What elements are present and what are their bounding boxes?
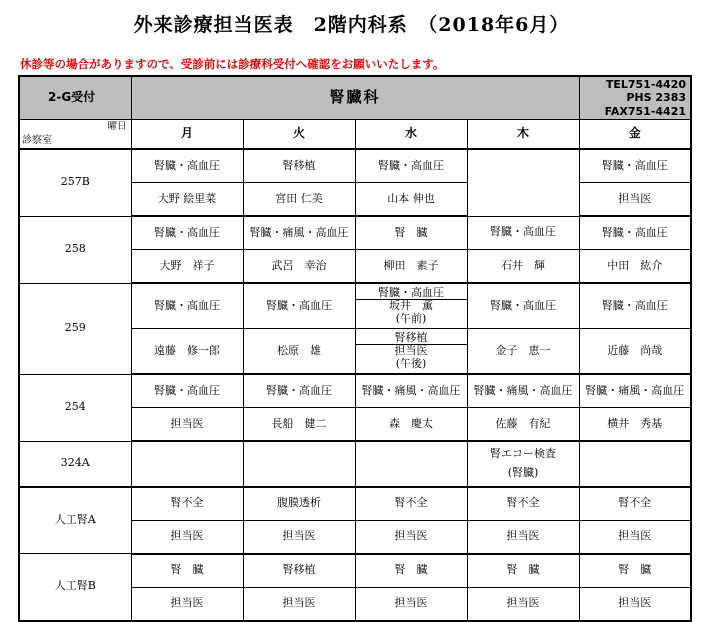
table-row bbox=[19, 283, 691, 329]
empty-cell bbox=[243, 441, 355, 487]
specialty-cell: 腎臓・高血圧 bbox=[467, 283, 579, 329]
day-tue: 火 bbox=[243, 120, 355, 150]
doctor-cell: 大野 祥子 bbox=[131, 250, 243, 284]
tel-number: TEL751-4420 bbox=[605, 78, 687, 92]
table-row bbox=[19, 216, 691, 250]
doctor-cell: 石井 輝 bbox=[467, 250, 579, 284]
specialty-cell: 腎臓・痛風・高血圧 bbox=[579, 374, 691, 408]
day-mon: 月 bbox=[131, 120, 243, 150]
weekday-row bbox=[19, 120, 691, 150]
header-row bbox=[19, 76, 691, 120]
doctor-cell: 金子 恵一 bbox=[467, 329, 579, 375]
specialty-cell: 腎臓・高血圧 bbox=[579, 149, 691, 183]
reception-label: 2-G受付 bbox=[19, 76, 131, 120]
wed-afternoon-cell bbox=[355, 329, 467, 375]
specialty-cell: 腎 臓 bbox=[355, 554, 467, 588]
wed-morning-session: (午前) bbox=[395, 311, 427, 325]
specialty-cell: 腎 臓 bbox=[355, 216, 467, 250]
notice-text: 休診等の場合がありますので、受診前には診療科受付へ確認をお願いいたします。 bbox=[20, 57, 445, 71]
specialty-cell: 腎不全 bbox=[131, 487, 243, 521]
contact-info bbox=[579, 76, 691, 120]
specialty-cell: 腎臓・高血圧 bbox=[243, 374, 355, 408]
doctor-cell: 担当医 bbox=[131, 408, 243, 442]
doctor-cell: 長船 健二 bbox=[243, 408, 355, 442]
specialty-cell: 腎 臓 bbox=[467, 554, 579, 588]
wed-afternoon-session: (午後) bbox=[395, 356, 427, 370]
wed-morning-cell bbox=[355, 283, 467, 329]
doctor-cell: 担当医 bbox=[467, 520, 579, 554]
specialty-cell: 腎不全 bbox=[467, 487, 579, 521]
table-row bbox=[19, 374, 691, 408]
doctor-cell: 担当医 bbox=[579, 183, 691, 217]
room-label: 診察室 bbox=[22, 134, 52, 146]
doctor-cell: 森 慶太 bbox=[355, 408, 467, 442]
specialty-cell: 腎臓・高血圧 bbox=[579, 216, 691, 250]
table-row bbox=[19, 554, 691, 588]
doctor-cell: 柳田 素子 bbox=[355, 250, 467, 284]
wed-afternoon-specialty: 腎移植 bbox=[356, 332, 467, 346]
room-name: 人工腎A bbox=[19, 487, 131, 554]
doctor-cell: 中田 紘介 bbox=[579, 250, 691, 284]
doctor-cell: 横井 秀基 bbox=[579, 408, 691, 442]
wed-morning-specialty: 腎臓・高血圧 bbox=[356, 287, 467, 301]
day-fri: 金 bbox=[579, 120, 691, 150]
wed-afternoon-doctor: 担当医 bbox=[394, 344, 428, 358]
empty-cell bbox=[467, 149, 579, 216]
specialty-cell: 腎臓・高血圧 bbox=[579, 283, 691, 329]
doctor-cell: 大野 絵里菜 bbox=[131, 183, 243, 217]
room-name: 324A bbox=[19, 441, 131, 487]
doctor-cell: 担当医 bbox=[243, 587, 355, 621]
room-name: 259 bbox=[19, 283, 131, 374]
page-title: 外来診療担当医表 2階内科系 （2018年6月） bbox=[133, 14, 570, 36]
specialty-cell: 腎臓・痛風・高血圧 bbox=[467, 374, 579, 408]
doctor-cell: 佐藤 有紀 bbox=[467, 408, 579, 442]
room-name: 258 bbox=[19, 216, 131, 283]
room-name: 人工腎B bbox=[19, 554, 131, 621]
echo-exam-sub: (腎臓) bbox=[507, 465, 539, 479]
specialty-cell: 腎臓・高血圧 bbox=[131, 283, 243, 329]
day-thu: 木 bbox=[467, 120, 579, 150]
specialty-cell: 腎臓・痛風・高血圧 bbox=[355, 374, 467, 408]
specialty-cell: 腎臓・痛風・高血圧 bbox=[243, 216, 355, 250]
table-row bbox=[19, 487, 691, 521]
empty-cell bbox=[579, 441, 691, 487]
day-wed: 水 bbox=[355, 120, 467, 150]
doctor-cell: 松原 雄 bbox=[243, 329, 355, 375]
specialty-cell: 腎移植 bbox=[243, 149, 355, 183]
specialty-cell: 腎移植 bbox=[243, 554, 355, 588]
doctor-cell: 担当医 bbox=[131, 587, 243, 621]
phs-number: PHS 2383 bbox=[626, 91, 687, 105]
doctor-cell: 武呂 幸治 bbox=[243, 250, 355, 284]
specialty-cell: 腎 臓 bbox=[131, 554, 243, 588]
doctor-cell: 担当医 bbox=[579, 520, 691, 554]
doctor-cell: 担当医 bbox=[243, 520, 355, 554]
doctor-cell: 山本 伸也 bbox=[355, 183, 467, 217]
specialty-cell: 腎臓・高血圧 bbox=[355, 149, 467, 183]
echo-exam-label: 腎エコー検査 bbox=[490, 447, 556, 461]
doctor-cell: 遠藤 修一郎 bbox=[131, 329, 243, 375]
specialty-cell: 腎臓・高血圧 bbox=[243, 283, 355, 329]
corner-cell bbox=[19, 120, 131, 150]
doctor-cell: 近藤 尚哉 bbox=[579, 329, 691, 375]
specialty-cell: 腎臓・高血圧 bbox=[131, 149, 243, 183]
weekday-label: 曜日 bbox=[107, 121, 127, 132]
wed-morning-doctor: 坂井 薫 bbox=[389, 299, 433, 313]
table-row bbox=[19, 149, 691, 183]
room-name: 254 bbox=[19, 374, 131, 441]
specialty-cell: 腎臓・高血圧 bbox=[131, 374, 243, 408]
doctor-cell: 担当医 bbox=[355, 587, 467, 621]
empty-cell bbox=[355, 441, 467, 487]
doctor-cell: 担当医 bbox=[579, 587, 691, 621]
empty-cell bbox=[131, 441, 243, 487]
echo-exam-cell bbox=[467, 441, 579, 487]
fax-number: FAX751-4421 bbox=[604, 104, 687, 118]
room-name: 257B bbox=[19, 149, 131, 216]
doctor-cell: 担当医 bbox=[355, 520, 467, 554]
specialty-cell: 腎不全 bbox=[579, 487, 691, 521]
department-name: 腎臓科 bbox=[131, 76, 579, 120]
doctor-cell: 宮田 仁美 bbox=[243, 183, 355, 217]
schedule-table bbox=[18, 75, 692, 622]
specialty-cell: 腹膜透析 bbox=[243, 487, 355, 521]
doctor-cell: 担当医 bbox=[467, 587, 579, 621]
specialty-cell: 腎臓・高血圧 bbox=[467, 216, 579, 250]
table-row bbox=[19, 441, 691, 487]
specialty-cell: 腎不全 bbox=[355, 487, 467, 521]
specialty-cell: 腎 臓 bbox=[579, 554, 691, 588]
specialty-cell: 腎臓・高血圧 bbox=[131, 216, 243, 250]
doctor-cell: 担当医 bbox=[131, 520, 243, 554]
